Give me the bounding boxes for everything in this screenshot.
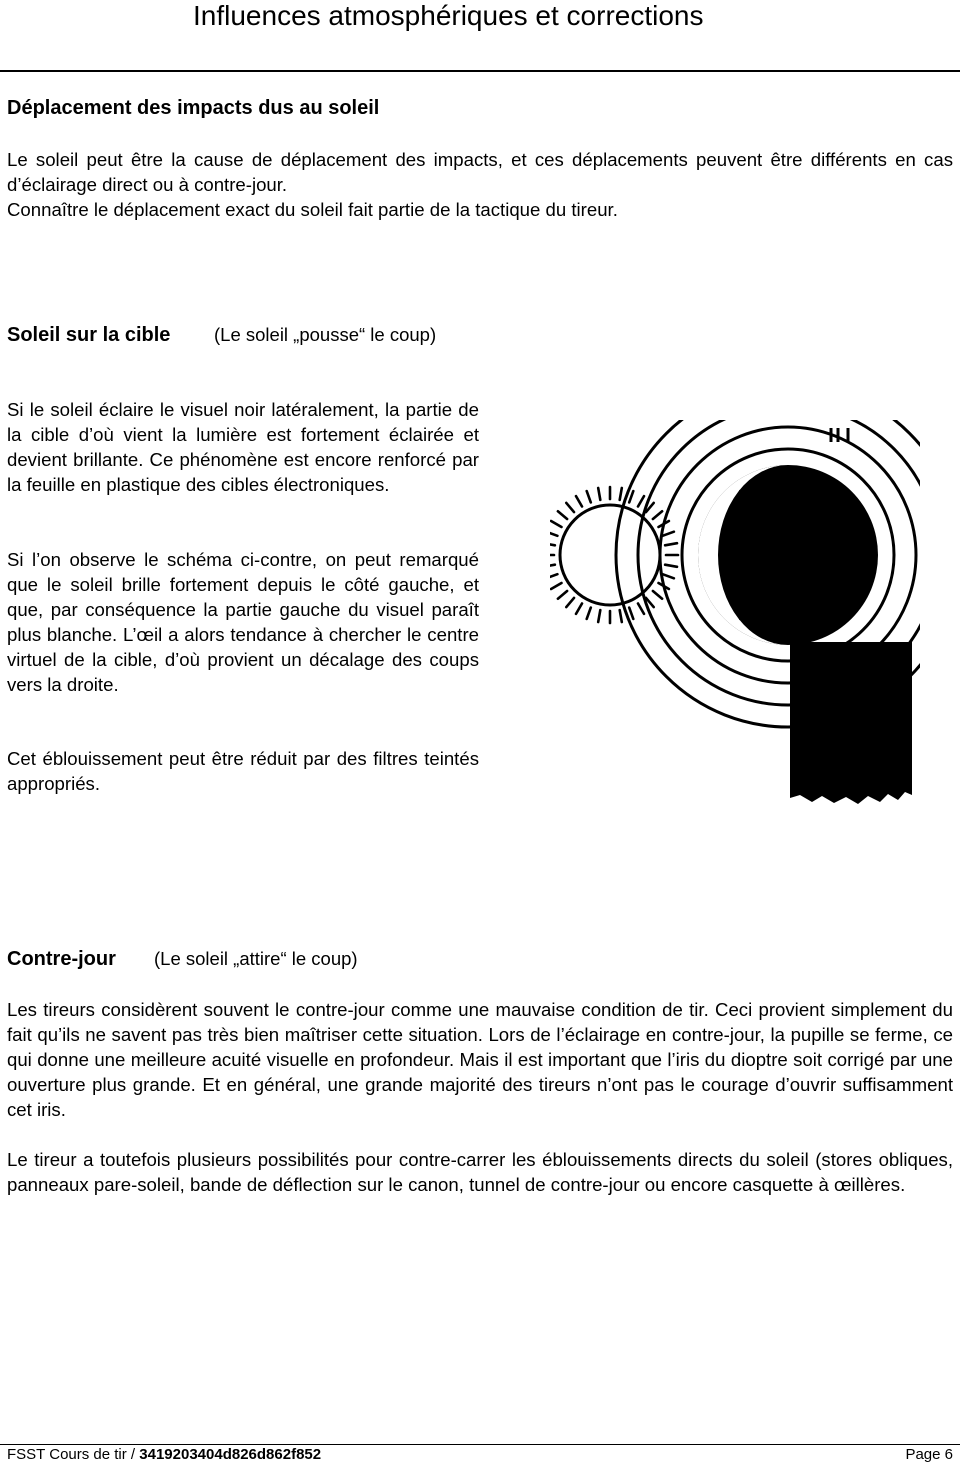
- footer-source-code: 3419203404d826d862f852: [139, 1446, 322, 1463]
- footer-source: [7, 1445, 321, 1465]
- sun-ray: [558, 511, 567, 519]
- section-note-contre-jour: (Le soleil „attire“ le coup): [154, 948, 358, 969]
- footer-source-prefix: FSST Cours de tir /: [7, 1446, 140, 1463]
- sun-ray: [551, 521, 561, 527]
- sun-ray: [550, 574, 557, 578]
- target-stand: [790, 642, 912, 804]
- page-title: Influences atmosphériques et corrections: [193, 0, 704, 31]
- sun-ray: [629, 491, 633, 502]
- sun-ray: [629, 608, 633, 619]
- sun-target-illustration: [550, 420, 920, 815]
- sun-ray: [665, 565, 677, 567]
- sun-ray: [638, 496, 644, 506]
- sun-ray: [550, 532, 557, 536]
- paragraph-tactique: Connaître le déplacement exact du soleil fait partie de la tactique du tireur.: [7, 199, 618, 220]
- sun-ray: [653, 591, 662, 599]
- sun-ray: [598, 488, 600, 500]
- sun-ray: [653, 511, 662, 519]
- paragraph-possibilites: Le tireur a toutefois plusieurs possibilités pour contre-carrer les éblouissements directs du soleil (stores obliques, panneaux pare-soleil, bande de déflection sur le canon, tunnel de contre-jour ou encore casquette à œillères.: [7, 1149, 953, 1195]
- sun-ray: [587, 608, 591, 619]
- sun-ray: [665, 543, 677, 545]
- sun-ray: [551, 583, 561, 589]
- sun-ray: [550, 565, 555, 567]
- sun-ray: [550, 543, 555, 545]
- sun-ray: [620, 488, 622, 500]
- paragraph-intro: Le soleil peut être la cause de déplacement des impacts, et ces déplacements peuvent être différents en cas d’éclairage direct ou à contre-jour.: [7, 149, 953, 195]
- section-note-soleil-cible: (Le soleil „pousse“ le coup): [214, 324, 437, 345]
- header-divider: [0, 70, 960, 72]
- paragraph-contre-jour: Les tireurs considèrent souvent le contre-jour comme une mauvaise condition de tir. Ceci provient simplement du fait qu’ils ne savent pas très bien maîtriser cette situation. Lors de l’éclairage en contre-jour, la pupille se ferme, ce qui donne une meilleure acuité visuelle en profondeur. Mais il est important que l’iris du dioptre soit corrigé par une ouverture plus grande. Et en général, une grande majorité des tireurs n’ont pas le courage d’ouvrir suffisamment cet iris.: [7, 999, 953, 1120]
- section-heading-soleil-cible: Soleil sur la cible: [7, 324, 171, 346]
- sun-ray: [566, 598, 574, 607]
- sun-ray: [663, 532, 674, 536]
- sun-disc: [560, 505, 660, 605]
- footer-page-number: Page 6: [905, 1446, 953, 1463]
- section-heading-deplacement: Déplacement des impacts dus au soleil: [7, 97, 380, 119]
- sun-ray: [620, 610, 622, 622]
- paragraph-schema: Si l’on observe le schéma ci-contre, on peut remarqué que le soleil brille fortement depuis le côté gauche, et que, par conséquence la partie gauche du visuel paraît plus blanche. L’œil a alors tendance à chercher le centre virtuel de la cible, d’où provient un décalage des coups vers la droite.: [7, 549, 479, 695]
- sun-ray: [558, 591, 567, 599]
- sun-ray: [638, 604, 644, 614]
- sun-ray: [598, 610, 600, 622]
- sun-ray: [663, 574, 674, 578]
- paragraph-filtres: Cet éblouissement peut être réduit par des filtres teintés appropriés.: [7, 748, 479, 794]
- sun-ray: [576, 496, 582, 506]
- sun-ray: [566, 503, 574, 512]
- section-heading-contre-jour: Contre-jour: [7, 948, 116, 970]
- paragraph-eclairage: Si le soleil éclaire le visuel noir latéralement, la partie de la cible d’où vient la lumière est fortement éclairée et devient brillante. Ce phénomène est encore renforcé par la feuille en plastique des cibles électroniques.: [7, 399, 479, 495]
- sun-ray: [576, 604, 582, 614]
- sun-ray: [587, 491, 591, 502]
